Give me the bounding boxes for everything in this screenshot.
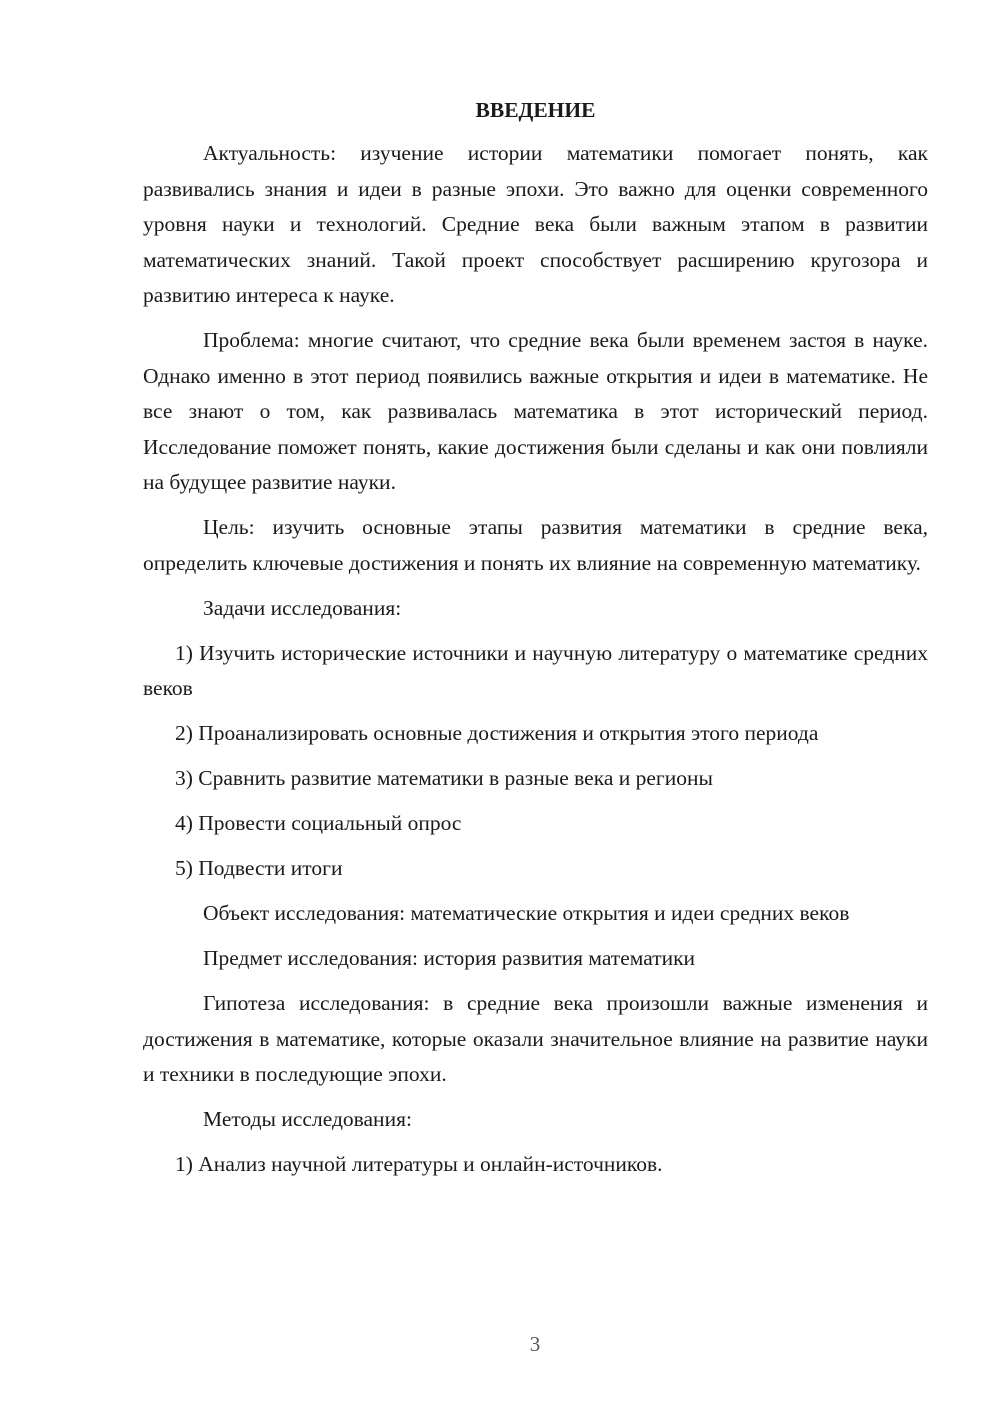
relevance-paragraph: Актуальность: изучение истории математики помогает понять, как развивались знания и идеи в разные эпохи. Это важно для оценки современного уровня науки и технологий. Средние века были важным этапом в развитии математических знаний. Такой проект способствует расширению кругозора и развитию интереса к науке. [143, 141, 928, 307]
page-title: ВВЕДЕНИЕ [475, 98, 596, 122]
task-item-2: 2) Проанализировать основные достижения и открытия этого периода [175, 721, 819, 745]
goal-paragraph: Цель: изучить основные этапы развития математики в средние века, определить ключевые достижения и понять их влияние на современную математику. [143, 515, 928, 575]
hypothesis-paragraph: Гипотеза исследования: в средние века произошли важные изменения и достижения в математике, которые оказали значительное влияние на развитие науки и техники в последующие эпохи. [143, 991, 928, 1086]
task-item-1: 1) Изучить исторические источники и научную литературу о математике средних веков [143, 640, 928, 700]
methods-heading: Методы исследования: [203, 1107, 412, 1131]
document-page [143, 92, 928, 1183]
subject-paragraph: Предмет исследования: история развития математики [203, 946, 696, 970]
tasks-heading: Задачи исследования: [203, 595, 402, 620]
problem-paragraph: Проблема: многие считают, что средние века были временем застоя в науке. Однако именно в этот период появились важные открытия и идеи в математике. Не все знают о том, как развивалась математика в этот исторический период. Исследование поможет понять, какие достижения были сделаны и как они повлияли на будущее развитие науки. [143, 328, 928, 494]
task-item-3: 3) Сравнить развитие математики в разные века и регионы [175, 766, 713, 790]
page-number: 3 [529, 1332, 541, 1356]
task-item-5: 5) Подвести итоги [175, 856, 343, 880]
method-item-1: 1) Анализ научной литературы и онлайн-источников. [175, 1152, 663, 1176]
object-paragraph: Объект исследования: математические открытия и идеи средних веков [203, 901, 850, 925]
task-item-4: 4) Провести социальный опрос [175, 811, 462, 835]
